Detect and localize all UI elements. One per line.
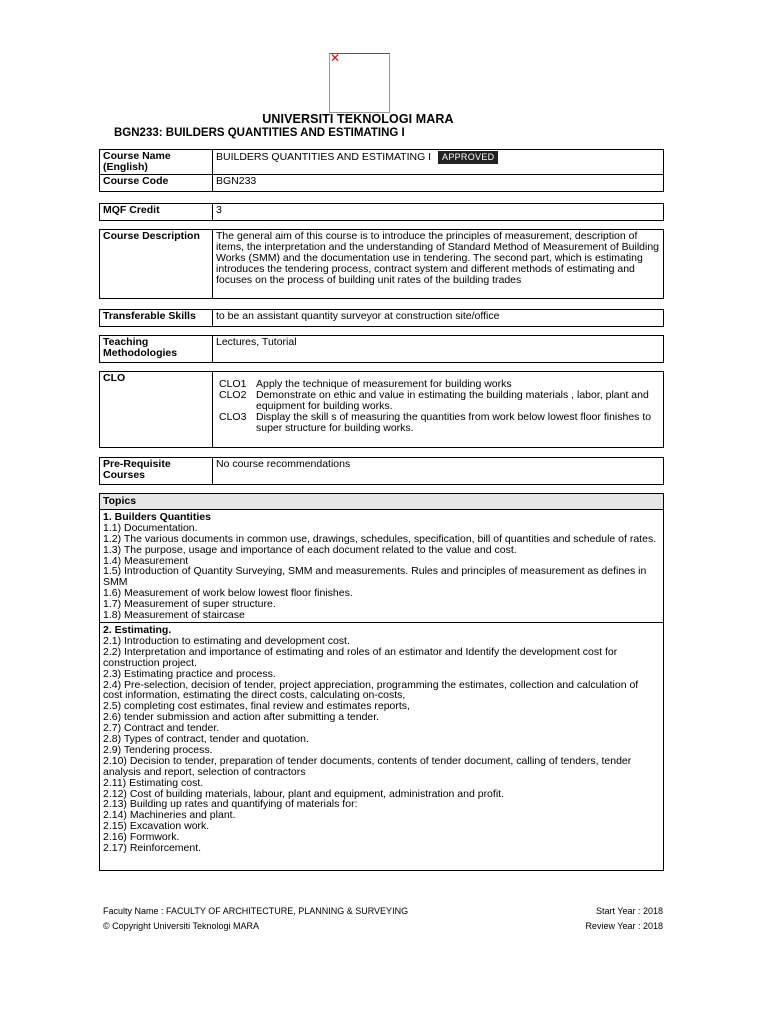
course-code-label: Course Code (100, 175, 213, 192)
review-year: Review Year : 2018 (585, 921, 663, 931)
topics-panel (99, 493, 664, 871)
topic-item-list (103, 636, 660, 854)
topic-item: 2.7) Contract and tender. (103, 722, 220, 735)
topic-item: 2.17) Reinforcement. (103, 842, 202, 855)
faculty-name: Faculty Name : FACULTY OF ARCHITECTURE, PLANNING & SURVEYING (103, 906, 409, 916)
status-badge: APPROVED (438, 151, 498, 164)
clo-code: CLO2 (219, 389, 247, 401)
topic-item: 1.8) Measurement of staircase (103, 609, 245, 622)
mqf-value: 3 (213, 204, 664, 221)
description-value: The general aim of this course is to introduce the principles of measurement, description of items, the interpretation and the understanding of Standard Method of Measurement of Building Works (SMM) and the documentation use in tendering. The second part, which is estimating introduces the tendering process, contract system and different methods of estimating and focuses on the process of building unit rates of the building trades (213, 230, 664, 299)
clo-table (99, 371, 664, 448)
start-year: Start Year : 2018 (595, 906, 663, 916)
logo-placeholder (329, 53, 390, 113)
topic-item: 2.1) Introduction to estimating and development cost. (103, 634, 350, 647)
description-table (99, 229, 664, 299)
topic-item: 1.2) The various documents in common use, drawings, schedules, specification, bill of quantities and schedule of rates. (103, 532, 657, 545)
university-title: UNIVERSITI TEKNOLOGI MARA (262, 112, 454, 126)
description-label: Course Description (100, 230, 213, 299)
clo-text: Demonstrate on ethic and value in estimating the building materials , labor, plant and equipment for building works. (256, 389, 649, 412)
mqf-table (99, 203, 664, 221)
clo-item (219, 412, 660, 434)
teaching-label: Teaching Methodologies (100, 336, 213, 363)
topic-item: 2.15) Excavation work. (103, 820, 210, 833)
clo-list (219, 379, 660, 434)
course-name-label: Course Name (English) (100, 150, 213, 175)
topic-item: 1.1) Documentation. (103, 521, 198, 534)
topic-item: 2.3) Estimating practice and process. (103, 667, 276, 680)
prereq-table (99, 457, 664, 485)
clo-item (219, 390, 660, 412)
topic-item: 2.10) Decision to tender, preparation of tender documents, contents of tender document, calling of tenders, tender analysis and report, selection of contractors (103, 754, 632, 778)
clo-code: CLO3 (219, 411, 247, 423)
teaching-value: Lectures, Tutorial (213, 336, 664, 363)
topic-item: 2.16) Formwork. (103, 831, 180, 844)
topic-section (100, 510, 663, 622)
skills-label: Transferable Skills (100, 310, 213, 327)
topic-section-title: 1. Builders Quantities (103, 510, 211, 523)
copyright: © Copyright Universiti Teknologi MARA (103, 921, 260, 931)
topic-item: 2.2) Interpretation and importance of estimating and roles of an estimator and Identify the development cost for construction project. (103, 645, 618, 669)
topic-item: 2.6) tender submission and action after submitting a tender. (103, 711, 380, 724)
clo-text: Apply the technique of measurement for building works (256, 378, 512, 390)
clo-code: CLO1 (219, 378, 247, 390)
broken-image-icon: ✕ (330, 51, 341, 65)
course-name-value (213, 150, 664, 175)
footer-row-2 (103, 921, 663, 932)
footer-row-1 (103, 906, 663, 917)
topic-item: 2.11) Estimating cost. (103, 776, 204, 789)
topic-item-list (103, 523, 660, 621)
course-heading: BGN233: BUILDERS QUANTITIES AND ESTIMATING I (114, 127, 405, 139)
clo-text: Display the skill s of measuring the quantities from work below lowest floor finishes to super structure for building works. (256, 411, 652, 434)
skills-value: to be an assistant quantity surveyor at construction site/office (213, 310, 664, 327)
topic-item: 2.13) Building up rates and quantifying of materials for: (103, 798, 358, 811)
prereq-label: Pre-Requisite Courses (100, 458, 213, 485)
topic-item: 1.5) Introduction of Quantity Surveying, SMM and measurements. Rules and principles of measurement as defines in SMM (103, 565, 647, 589)
course-name-text: BUILDERS QUANTITIES AND ESTIMATING I (216, 151, 432, 163)
skills-table (99, 309, 664, 327)
clo-value (213, 372, 664, 448)
topic-item: 1.7) Measurement of super structure. (103, 598, 276, 611)
topic-item: 1.3) The purpose, usage and importance of each document related to the value and cost. (103, 543, 517, 556)
topic-item: 2.8) Types of contract, tender and quotation. (103, 733, 309, 746)
topic-section-title: 2. Estimating. (103, 623, 172, 636)
mqf-label: MQF Credit (100, 204, 213, 221)
topic-item: 2.9) Tendering process. (103, 743, 213, 756)
topic-item: 1.6) Measurement of work below lowest floor finishes. (103, 587, 353, 600)
topic-item: 2.5) completing cost estimates, final review and estimates reports, (103, 700, 410, 713)
topic-item: 1.4) Measurement (103, 554, 189, 567)
topic-item: 2.4) Pre-selection, decision of tender, project appreciation, programming the estimates, collection and calculation of cost information, estimating the direct costs, calculating on-costs, (103, 678, 639, 702)
topic-item: 2.12) Cost of building materials, labour, plant and equipment, administration and profit. (103, 787, 504, 800)
course-code-value: BGN233 (213, 175, 664, 192)
teaching-table (99, 335, 664, 363)
topic-section (100, 622, 663, 855)
course-name-table (99, 149, 664, 192)
topic-item: 2.14) Machineries and plant. (103, 809, 236, 822)
prereq-value: No course recommendations (213, 458, 664, 485)
clo-label: CLO (100, 372, 213, 448)
topics-header: Topics (100, 494, 663, 510)
